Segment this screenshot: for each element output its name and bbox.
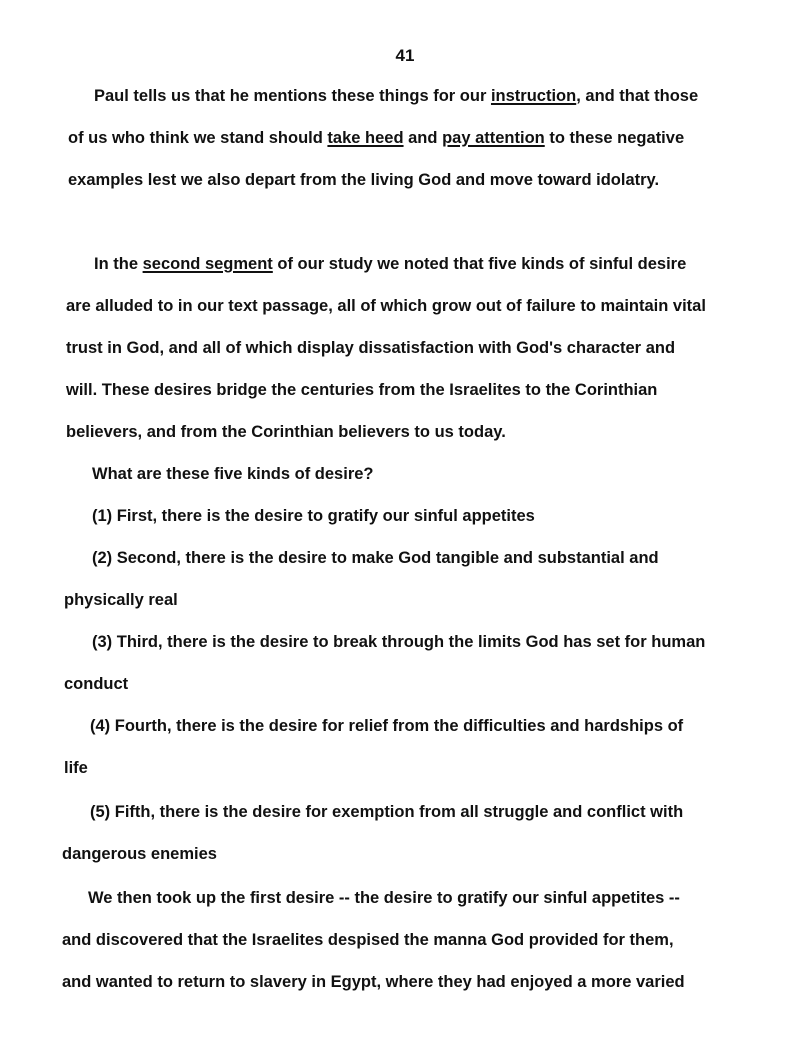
page-number: 41 [395, 46, 415, 65]
underlined-phrase-pay-attention: pay attention [442, 129, 545, 147]
paragraph-3-line-2: and discovered that the Israelites despised the manna God provided for them, [62, 931, 674, 949]
paragraph-2-line-4: will. These desires bridge the centuries from the Israelites to the Corinthian [66, 381, 658, 399]
desire-4-line-1: (4) Fourth, there is the desire for relief from the difficulties and hardships of [90, 717, 684, 735]
paragraph-2-line-5: believers, and from the Corinthian believers to us today. [66, 423, 506, 441]
desire-1: (1) First, there is the desire to gratify our sinful appetites [92, 507, 535, 525]
desire-3-line-2: conduct [64, 675, 129, 693]
text: In the [94, 255, 143, 273]
paragraph-1-line-3: examples lest we also depart from the living God and move toward idolatry. [68, 171, 660, 189]
underlined-phrase-take-heed: take heed [327, 129, 404, 147]
paragraph-1-line-1 [94, 86, 698, 106]
text: to these negative [544, 129, 685, 147]
text: Paul tells us that he mentions these things for our [94, 87, 491, 105]
desire-2-line-2: physically real [64, 591, 178, 609]
paragraph-3-line-3: and wanted to return to slavery in Egypt, where they had enjoyed a more varied [62, 973, 685, 991]
desire-3-line-1: (3) Third, there is the desire to break through the limits God has set for human [92, 633, 706, 651]
desire-4-line-2: life [64, 759, 88, 777]
paragraph-1-line-2 [68, 128, 684, 148]
question-line: What are these five kinds of desire? [92, 465, 374, 483]
desire-5-line-2: dangerous enemies [62, 845, 217, 863]
underlined-phrase-second-segment: second segment [142, 255, 273, 273]
text: of us who think we stand should [68, 129, 328, 147]
desire-5-line-1: (5) Fifth, there is the desire for exemption from all struggle and conflict with [90, 803, 684, 821]
underlined-word-instruction: instruction [490, 87, 577, 105]
desire-2-line-1: (2) Second, there is the desire to make God tangible and substantial and [92, 549, 659, 567]
text: of our study we noted that five kinds of sinful desire [272, 255, 687, 273]
paragraph-2-line-2: are alluded to in our text passage, all of which grow out of failure to maintain vital [66, 297, 706, 315]
text: and [403, 129, 443, 147]
text: , and that those [576, 87, 699, 105]
paragraph-2-line-3: trust in God, and all of which display dissatisfaction with God's character and [66, 339, 676, 357]
paragraph-2-line-1 [94, 254, 686, 274]
paragraph-3-line-1: We then took up the first desire -- the desire to gratify our sinful appetites -- [88, 889, 680, 907]
